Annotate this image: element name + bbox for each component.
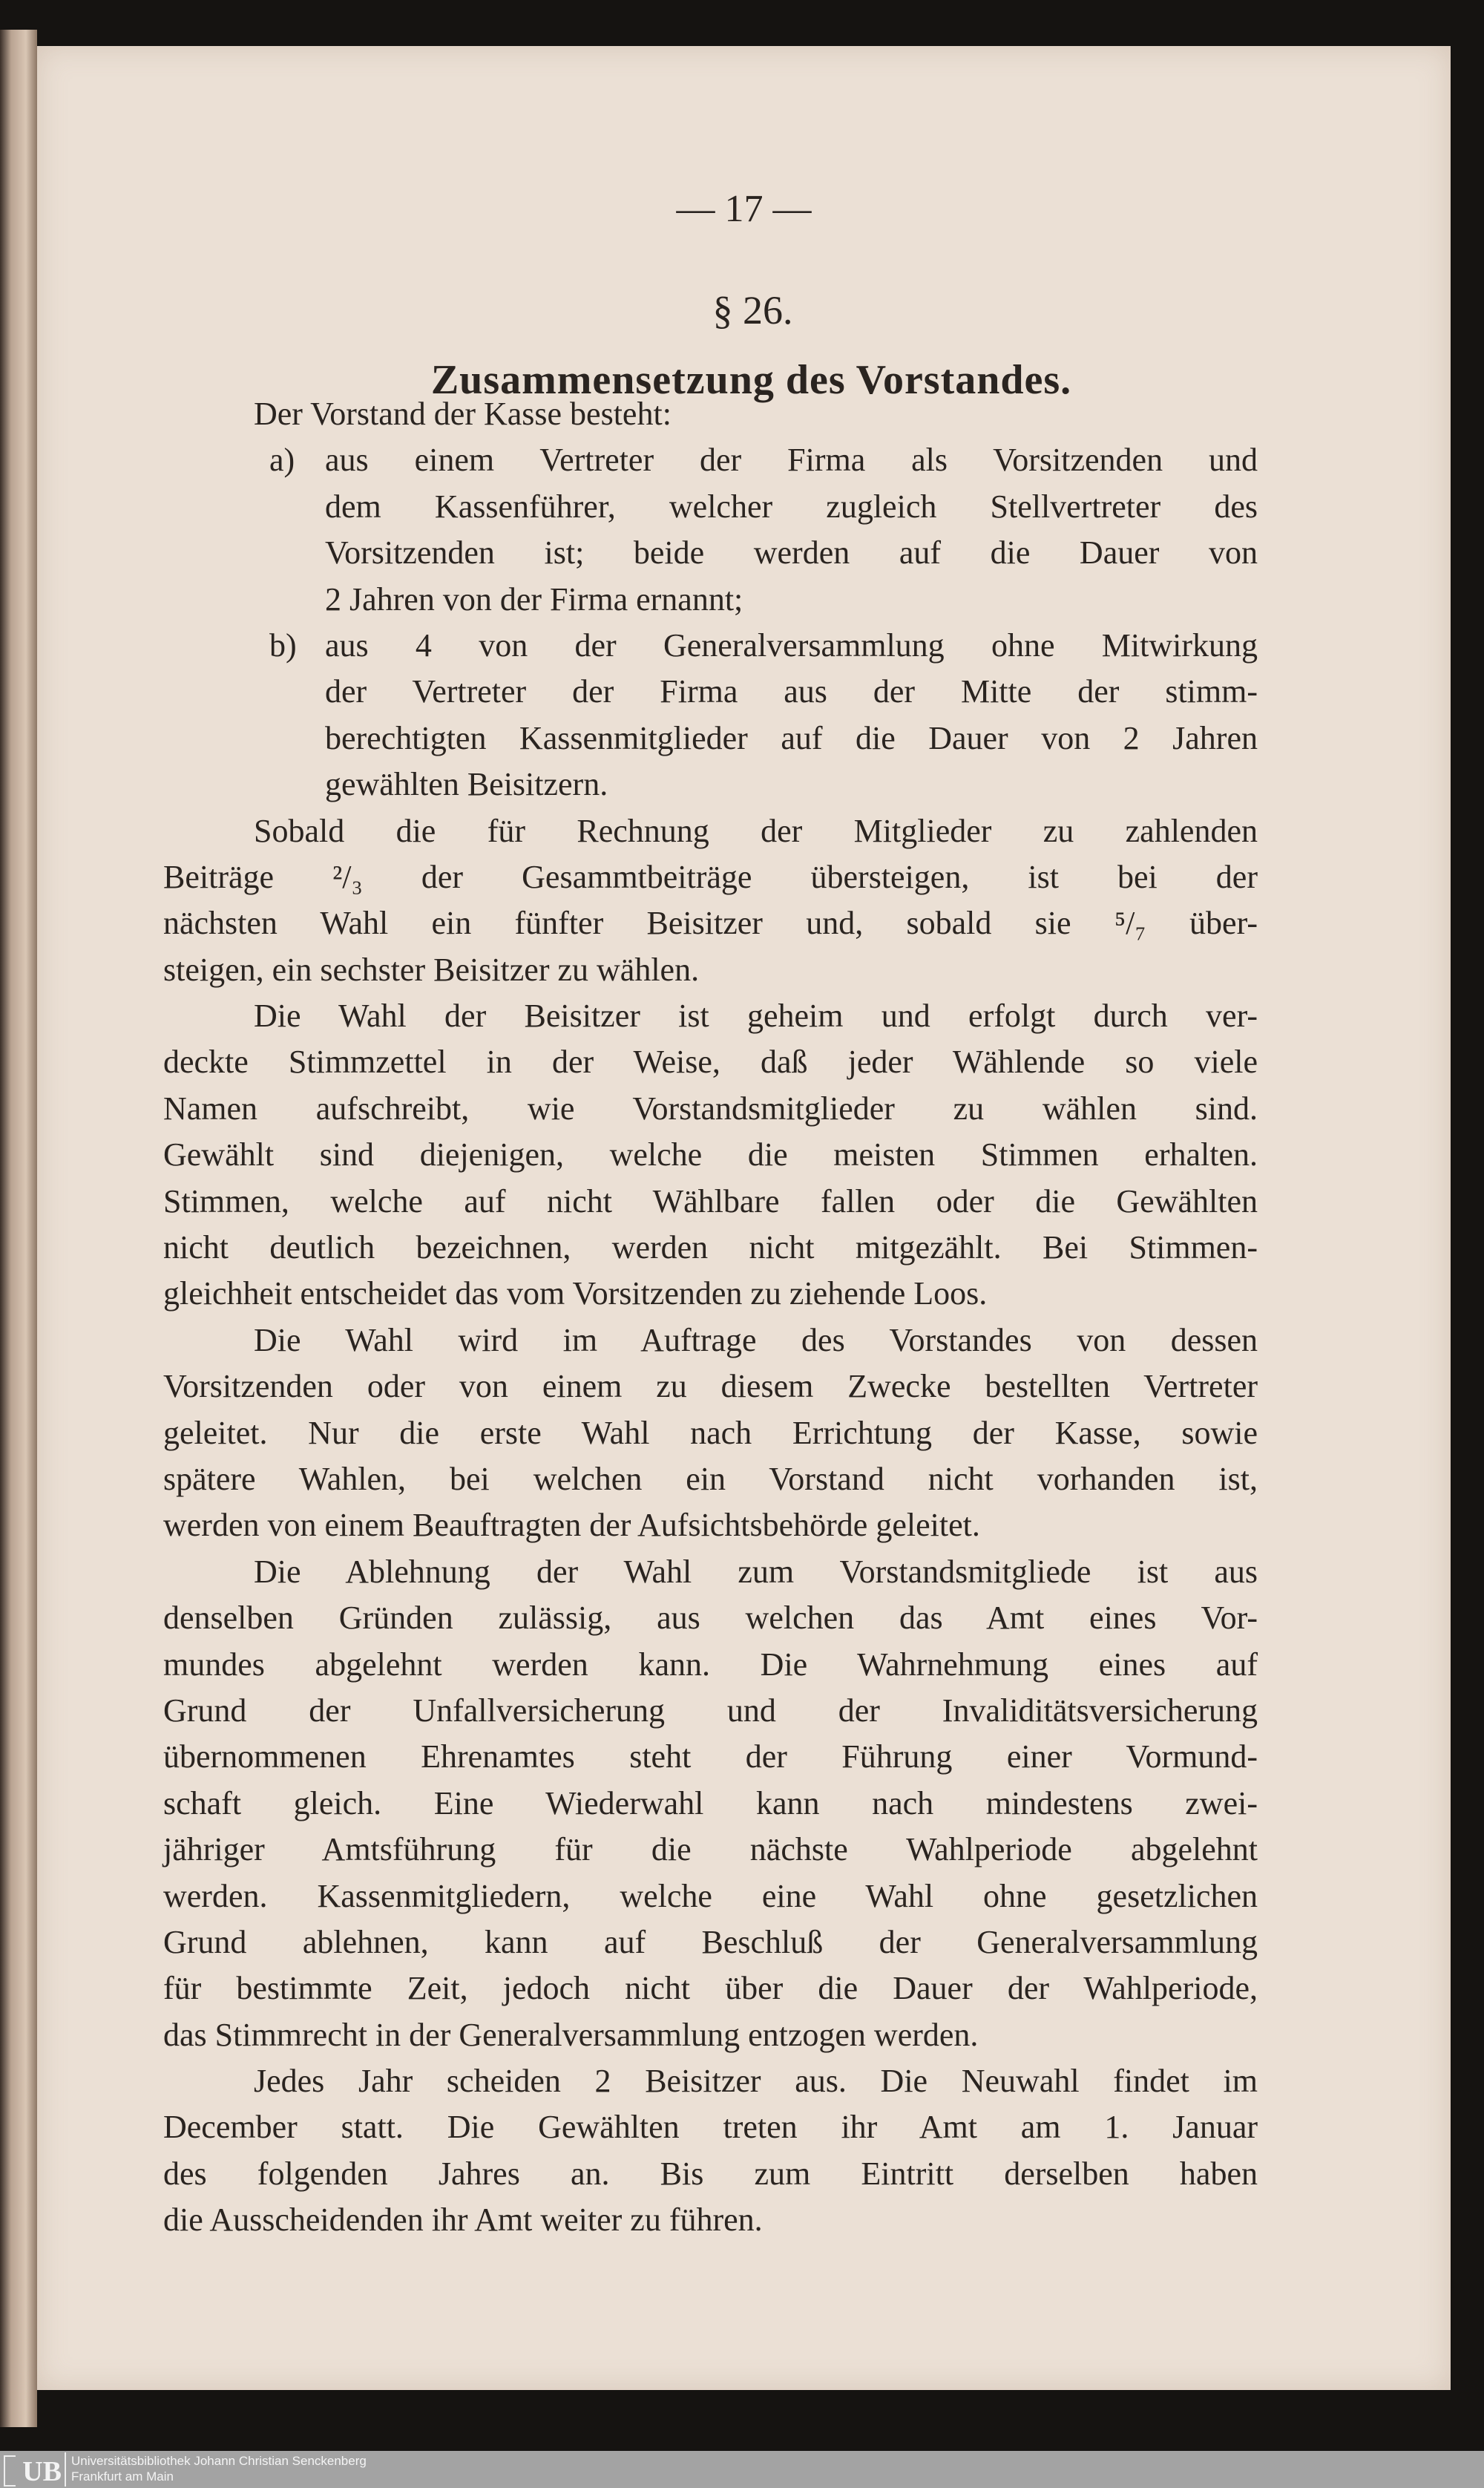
text-line: Der Vorstand der Kasse besteht: [254, 396, 672, 432]
section-title: Zusammensetzung des Vorstandes. [430, 357, 1072, 403]
text-line: aus 4 von der Generalversammlung ohne Mitwirkung [325, 626, 1258, 664]
text-line: Die Ablehnung der Wahl zum Vorstandsmitgliede ist aus [254, 1553, 1258, 1590]
library-footer [0, 2451, 1484, 2488]
text-line: dem Kassenführer, welcher zugleich Stellvertreter des [325, 488, 1258, 525]
text-line: Grund ablehnen, kann auf Beschluß der Generalversammlung [163, 1923, 1258, 1960]
text-line: December statt. Die Gewählten treten ihr Amt am 1. Januar [163, 2109, 1258, 2146]
text-line: deckte Stimmzettel in der Weise, daß jeder Wählende so viele [163, 1044, 1258, 1081]
text-line: die Ausscheidenden ihr Amt weiter zu führen. [163, 2201, 763, 2239]
text-line: geleitet. Nur die erste Wahl nach Errichtung der Kasse, sowie [163, 1414, 1258, 1451]
page-number: — 17 — [676, 188, 812, 230]
text-line: des folgenden Jahres an. Bis zum Eintritt derselben haben [163, 2155, 1258, 2192]
list-item-a [269, 437, 1258, 483]
book-page [37, 46, 1451, 2390]
text-line: gleichheit entscheidet das vom Vorsitzenden zu ziehende Loos. [163, 1275, 988, 1312]
text-line: Vorsitzenden ist; beide werden auf die Dauer von [325, 534, 1258, 572]
library-location: Frankfurt am Main [71, 2469, 174, 2484]
text-line: schaft gleich. Eine Wiederwahl kann nach mindestens zwei- [163, 1784, 1258, 1821]
text-line: denselben Gründen zulässig, aus welchen das Amt eines Vor- [163, 1600, 1258, 1637]
text-line: Vorsitzenden oder von einem zu diesem Zwecke bestellten Vertreter [163, 1368, 1258, 1405]
text-line: Grund der Unfallversicherung und der Invaliditätsversicherung [163, 1692, 1258, 1729]
text-line: übernommenen Ehrenamtes steht der Führung einer Vormund- [163, 1738, 1258, 1775]
list-item-b [269, 623, 1258, 669]
text-line: Die Wahl wird im Auftrage des Vorstandes von dessen [254, 1321, 1258, 1358]
book-icon [4, 2455, 16, 2487]
text-line: Sobald die für Rechnung der Mitglieder zu zahlenden [254, 812, 1258, 849]
text-line: Stimmen, welche auf nicht Wählbare fallen oder die Gewählten [163, 1182, 1258, 1220]
text-line: nächsten Wahl ein fünfter Beisitzer und, sobald sie ⁵/₇ über- [163, 905, 1258, 942]
text-line: werden von einem Beauftragten der Aufsichtsbehörde geleitet. [163, 1507, 980, 1544]
text-line: jähriger Amtsführung für die nächste Wahlperiode abgelehnt [163, 1831, 1258, 1868]
list-marker: a) [269, 442, 295, 479]
text-line: aus einem Vertreter der Firma als Vorsitzenden und [325, 442, 1258, 479]
text-line: spätere Wahlen, bei welchen ein Vorstand nicht vorhanden ist, [163, 1460, 1258, 1497]
text-line: der Vertreter der Firma aus der Mitte der stimm- [325, 673, 1258, 710]
section-number: § 26. [712, 288, 793, 333]
library-name: Universitätsbibliothek Johann Christian Senckenberg [71, 2454, 367, 2468]
text-line: mundes abgelehnt werden kann. Die Wahrnehmung eines auf [163, 1646, 1258, 1683]
text-line: 2 Jahren von der Firma ernannt; [325, 580, 743, 618]
text-line: Jedes Jahr scheiden 2 Beisitzer aus. Die Neuwahl findet im [254, 2063, 1258, 2100]
text-line: für bestimmte Zeit, jedoch nicht über die Dauer der Wahlperiode, [163, 1970, 1258, 2007]
library-logo [2, 2452, 66, 2487]
text-line: Gewählt sind diejenigen, welche die meisten Stimmen erhalten. [163, 1136, 1258, 1173]
text-line: steigen, ein sechster Beisitzer zu wählen. [163, 951, 700, 988]
text-line: berechtigten Kassenmitglieder auf die Dauer von 2 Jahren [325, 719, 1258, 756]
text-line: gewählten Beisitzern. [325, 766, 608, 803]
text-line: Namen aufschreibt, wie Vorstandsmitglieder zu wählen sind. [163, 1090, 1258, 1127]
body-text [163, 391, 1258, 2244]
text-line: werden. Kassenmitgliedern, welche eine Wahl ohne gesetzlichen [163, 1877, 1258, 1914]
text-line: Die Wahl der Beisitzer ist geheim und erfolgt durch ver- [254, 998, 1258, 1035]
list-marker: b) [269, 626, 297, 664]
text-line: Beiträge ²/₃ der Gesammtbeiträge übersteigen, ist bei der [163, 858, 1258, 895]
adjacent-page-edge [0, 30, 37, 2427]
text-line: nicht deutlich bezeichnen, werden nicht mitgezählt. Bei Stimmen- [163, 1229, 1258, 1266]
logo-text: UB [22, 2456, 62, 2487]
text-line: das Stimmrecht in der Generalversammlung entzogen werden. [163, 2016, 979, 2053]
